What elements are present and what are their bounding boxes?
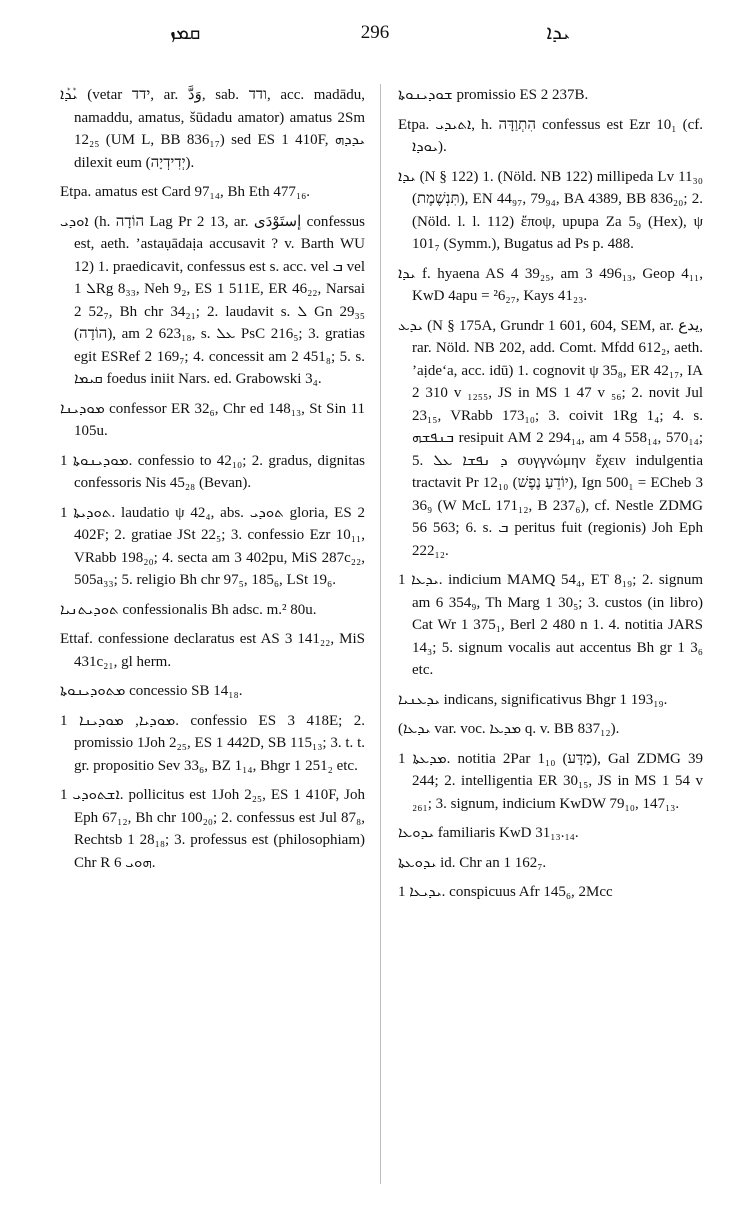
dictionary-entry: ܝܕܐ (N § 122) 1. (Nöld. NB 122) millipeda Lv 11₃₀ (תִּנְשֶׁמֶת), EN 44₉₇, 79₉₄, BA 4389, BB 836₂₀; 2. (Nöld. l. l. 112) ἔποψ, upupa Za 5₉ (Hex), ψ 101₇ (Symm.), Bugatus ad Ps p. 488. xyxy=(398,168,703,252)
dictionary-entry: ܐܘܕܝ (h. הוֹדָה Lag Pr 2 13, ar. إستَوْدَى confessus est, aeth. ’astaụādaịa accusavit ? v. Barth WU 12) 1. praedicavit, confessus est s. acc. vel ܒ vel ܠ 1Rg 8₃₃, Neh 9₂, ES 1 511E, ER 46₂₂, Narsai 2 52₇, Bh chr 34₂₁; 2. laudavit s. ܠ Gn 29₃₅ (הוֹדָה), am 2 623₁₈, s. ܥܠ PsC 216₅; 3. gratias egit ESRef 2 169₇; 4. concessit am 2 451₈; 5. s. ܩܝܡܐ foedus iniit Nars. ed. Grabowski 3₄. xyxy=(60,213,366,387)
dictionary-entry: ܝܰܕܰܐ (vetar ידד, ar. وَدَّ, sab. ודד, acc. madādu, namaddu, amatus, šūdadu amator) amatus 2Sm 12₂₅ (UM L, BB 836₁₇) sed ES 1 410F, ܝܕܕܗ dilexit eum (יְדִידְיָה). xyxy=(60,87,365,171)
dictionary-entry: ܡܘܕܝܢܐ confessor ER 32₆, Chr ed 148₁₃, St Sin 11 105u. xyxy=(60,400,365,439)
page-header xyxy=(60,22,690,62)
dictionary-entry: ܡܘܕܝܐ, ܡܘܕܝܢܐ 1. confessio ES 3 418E; 2. promissio 1Joh 2₂₅, ES 1 442D, SB 115₁₃; 3. t. t. gr. propositio Sev 33₆, BZ 1₁₄, Bhgr 1 251₂ etc. xyxy=(60,712,365,774)
dictionary-entry: ܝܕܐ f. hyaena AS 4 39₂₅, am 3 496₁₃, Geop 4₁₁, KwD 4apu = ²6₂₇, Kays 41₂₃. xyxy=(398,265,703,304)
dictionary-entry: ܝܕܘܥܬܐ id. Chr an 1 162₇. xyxy=(398,854,547,871)
dictionary-entry: ܬܘܕܝܬܢܝܐ confessionalis Bh adsc. m.² 80u. xyxy=(60,601,317,618)
dictionary-entry: ܡܕܥܬܐ 1. notitia 2Par 1₁₀ (מַדָּע), Gal ZDMG 39 244; 2. intelligentia ER 30₁₅, JS in MS 1 54 v ₂₆₁; 3. signum, indicium KwDW 79₁₀, 147₁₃. xyxy=(398,750,703,812)
dictionary-entry: Etpa. amatus est Card 97₁₄, Bh Eth 477₁₆. xyxy=(60,184,311,200)
dictionary-entry: ܬܘܕܝܬܐ 1. laudatio ψ 42₄, abs. ܬܘܕܝ gloria, ES 2 402F; 2. gratiae JSt 22₅; 3. confessio Ezr 10₁₁, VRabb 198₂₀; 4. secta am 3 402pu, MiS 287c₂₂, 505a₃₃; 5. religio Bh chr 97₅, 185₆, LSt 19₆. xyxy=(60,504,365,588)
dictionary-entry: (ܝܕܥܐ var. voc. ܡܕܥܐ q. v. BB 837₁₂). xyxy=(398,721,620,737)
dictionary-entry: ܡܘܕܝܢܘܬܐ 1. confessio to 42₁₀; 2. gradus, dignitas confessoris Nis 45₂₈ (Bevan). xyxy=(60,452,365,491)
dictionary-entry: ܝܕܥ (N § 175A, Grundr 1 601, 604, SEM, ar. يدع, rar. Nöld. NB 202, add. Comt. Mfdd 612₂, aeth. ’aịde‘a, acc. idū) 1. cognovit ψ 35₈, ER 42₁₇, IA 2 310 v ₁₂₅₅, JS in MS 1 47 v ₅₆; 2. novit Jul 23₁₅, VRabb 173₁₀; 3. coivit 1Rg 1₄; 4. s. ܒܢܦܫܗ resipuit AM 2 294₁₄, am 4 558₁₄, 570₁₄; 5. ܕ ܢܦܫܐ ܥܠ συγγνώμην ἔχειν indulgentia tractavit Pr 12₁₀ (יוֹדֵעַ נֶפֶשׁ), Ign 500₁ = ECheb 3 36₉ (W McL 171₁₂, B 237₆), cf. Nestle ZDMG 56 563; 6. s. ܒ peritus fuit (regionis) Joh Eph 222₁₂. xyxy=(398,317,703,559)
dictionary-entry: Etpa. ܐܬܝܕܝ, h. הִתְוַדָּה confessus est Ezr 10₁ (cf. ܝܘܕܐ). xyxy=(398,116,703,155)
column-divider xyxy=(380,84,381,1184)
header-left-syriac: ܩܡܙ xyxy=(170,22,201,44)
header-right-syriac: ܝܕܐ xyxy=(546,22,570,44)
dictionary-entry: ܡܬܘܕܝܢܘܬܐ concessio SB 14₁₈. xyxy=(60,683,243,699)
dictionary-entry: ܝܕܥܢܝܐ indicans, significativus Bhgr 1 193₁₉. xyxy=(398,691,668,708)
dictionary-entry: Ettaf. confessione declaratus est AS 3 141₂₂, MiS 431c₂₁, gl herm. xyxy=(60,631,365,670)
dictionary-entry: ܫܘܕܝܢܘܬܐ promissio ES 2 237B. xyxy=(398,87,589,103)
right-column xyxy=(398,84,703,911)
dictionary-entry: ܝܕܝܥܐ 1. conspicuus Afr 145₆, 2Mcc xyxy=(398,884,613,900)
dictionary-entry: ܝܕܘܥܐ familiaris KwD 31₁₃.₁₄. xyxy=(398,825,579,841)
dictionary-entry: ܝܕܥܐ 1. indicium MAMQ 54₄, ET 8₁₉; 2. signum am 6 354₉, Th Marg 1 30₅; 3. custos (in libro) Cat Wr 1 375₁, Berl 2 480 n 1. 4. notitia JARS 14₃; 5. signum vocalis aut accentus Bh gr 1 3₆ etc. xyxy=(398,572,704,678)
left-column xyxy=(60,84,365,881)
dictionary-entry: ܐܫܬܘܕܝ 1. pollicitus est 1Joh 2₂₅, ES 1 410F, Joh Eph 67₁₂, Bh chr 100₂₀; 2. confessus est Jul 87₈, Rechtsb 1 28₁₈; 3. professus est (philosophiam) Chr R ܗܘܝ 6. xyxy=(60,787,365,871)
page-number: 296 xyxy=(360,22,390,43)
